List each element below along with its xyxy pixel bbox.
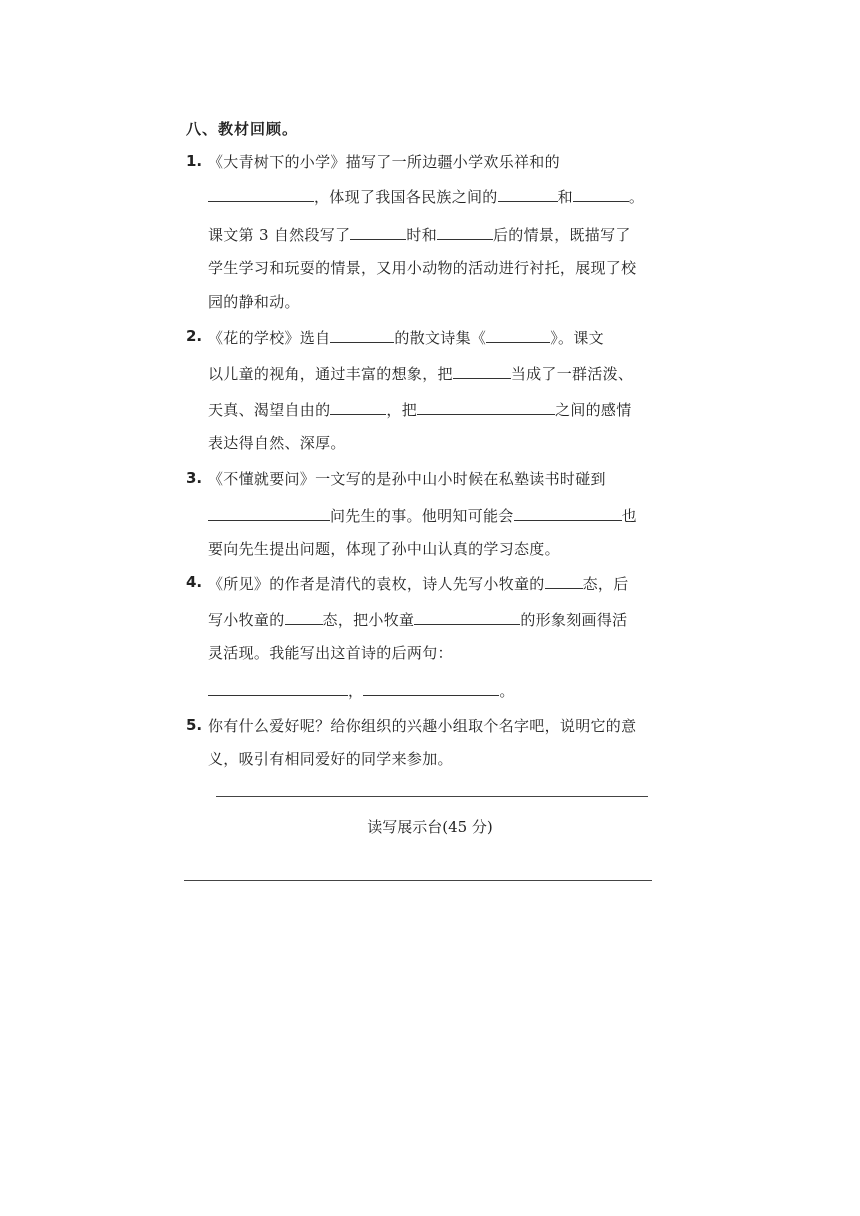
answer-blank[interactable] bbox=[208, 186, 314, 202]
q4-line-2 bbox=[208, 609, 627, 630]
q5-line-1 bbox=[208, 716, 636, 736]
q2-text: 表达得自然、深厚。 bbox=[208, 434, 346, 452]
q5-line-2 bbox=[208, 749, 453, 769]
q3-text: 《不懂就要问》一文写的是孙中山小时候在私塾读书时碰到 bbox=[208, 470, 606, 488]
section-heading: 八、教材回顾。 bbox=[186, 120, 299, 138]
q4-text: 写小牧童的 bbox=[208, 611, 285, 629]
answer-blank[interactable] bbox=[285, 609, 323, 625]
q4-text: 灵活现。我能写出这首诗的后两句： bbox=[208, 644, 453, 662]
answer-blank[interactable] bbox=[363, 680, 499, 696]
answer-blank[interactable] bbox=[350, 224, 406, 240]
q4-text: 。 bbox=[499, 682, 515, 700]
answer-blank[interactable] bbox=[414, 609, 520, 625]
answer-blank[interactable] bbox=[208, 680, 348, 696]
answer-blank[interactable] bbox=[208, 505, 330, 521]
q1-line-4 bbox=[208, 258, 636, 278]
question-number: 2. bbox=[186, 327, 203, 345]
q5-text: 你有什么爱好呢？给你组织的兴趣小组取个名字吧，说明它的意 bbox=[208, 717, 637, 735]
answer-blank[interactable] bbox=[453, 363, 511, 379]
q1-line-3 bbox=[208, 224, 631, 245]
divider-line bbox=[184, 880, 652, 881]
question-number: 5. bbox=[186, 716, 203, 734]
q4-text: 态，把小牧童 bbox=[322, 611, 415, 629]
answer-blank[interactable] bbox=[498, 186, 558, 202]
q1-text: ，体现了我国各民族之间的 bbox=[314, 188, 498, 206]
question-number: 3. bbox=[186, 469, 203, 487]
question-number: 1. bbox=[186, 152, 203, 170]
answer-blank[interactable] bbox=[417, 399, 555, 415]
section-title: 读写展示台(45 分) bbox=[367, 818, 493, 836]
answer-blank[interactable] bbox=[437, 224, 493, 240]
q1-text: 时和 bbox=[406, 226, 437, 244]
answer-blank[interactable] bbox=[486, 327, 550, 343]
q2-text: 》。课文 bbox=[550, 329, 604, 347]
q2-text: 以儿童的视角，通过丰富的想象，把 bbox=[208, 365, 453, 383]
q1-text: 《大青树下的小学》描写了一所边疆小学欢乐祥和的 bbox=[208, 153, 560, 171]
q2-line-1 bbox=[208, 327, 604, 348]
q2-line-3 bbox=[208, 399, 632, 420]
q3-text: 也 bbox=[621, 507, 637, 525]
q3-line-2 bbox=[208, 505, 637, 526]
q3-line-1 bbox=[208, 469, 606, 489]
q2-line-2 bbox=[208, 363, 633, 384]
q3-line-3 bbox=[208, 539, 560, 559]
q5-text: 义，吸引有相同爱好的同学来参加。 bbox=[208, 750, 453, 768]
answer-blank[interactable] bbox=[545, 573, 583, 589]
q1-line-1 bbox=[208, 152, 560, 172]
q1-line-2 bbox=[208, 186, 644, 207]
q3-text: 要向先生提出问题，体现了孙中山认真的学习态度。 bbox=[208, 540, 560, 558]
q2-text: 当成了一群活泼、 bbox=[510, 365, 634, 383]
q2-text: ，把 bbox=[386, 401, 418, 419]
q4-line-1 bbox=[208, 573, 629, 594]
answer-blank[interactable] bbox=[514, 505, 622, 521]
q4-text: 《所见》的作者是清代的袁枚，诗人先写小牧童的 bbox=[208, 575, 545, 593]
q1-line-5 bbox=[208, 292, 300, 312]
q4-text: 的形象刻画得活 bbox=[520, 611, 628, 629]
q1-text: 园的静和动。 bbox=[208, 293, 300, 311]
q4-text: ， bbox=[348, 682, 364, 700]
q1-text: 。 bbox=[628, 188, 645, 206]
q4-line-4 bbox=[208, 680, 515, 701]
q3-text: 问先生的事。他明知可能会 bbox=[330, 507, 514, 525]
answer-blank[interactable] bbox=[330, 399, 386, 415]
q1-text: 后的情景，既描写了 bbox=[493, 226, 631, 244]
answer-blank[interactable] bbox=[330, 327, 394, 343]
q2-text: 的散文诗集《 bbox=[394, 329, 487, 347]
q1-text: 课文第 3 自然段写了 bbox=[208, 226, 351, 244]
q4-text: 态，后 bbox=[582, 575, 629, 593]
q2-text: 天真、渴望自由的 bbox=[208, 401, 331, 419]
q2-line-4 bbox=[208, 433, 346, 453]
question-number: 4. bbox=[186, 573, 203, 591]
q1-text: 学生学习和玩耍的情景，又用小动物的活动进行衬托，展现了校 bbox=[208, 259, 637, 277]
q4-line-3 bbox=[208, 643, 453, 663]
q1-text: 和 bbox=[557, 188, 573, 206]
answer-blank[interactable] bbox=[573, 186, 629, 202]
q2-text: 之间的感情 bbox=[555, 401, 632, 419]
answer-line[interactable] bbox=[216, 796, 648, 797]
q2-text: 《花的学校》选自 bbox=[208, 329, 331, 347]
